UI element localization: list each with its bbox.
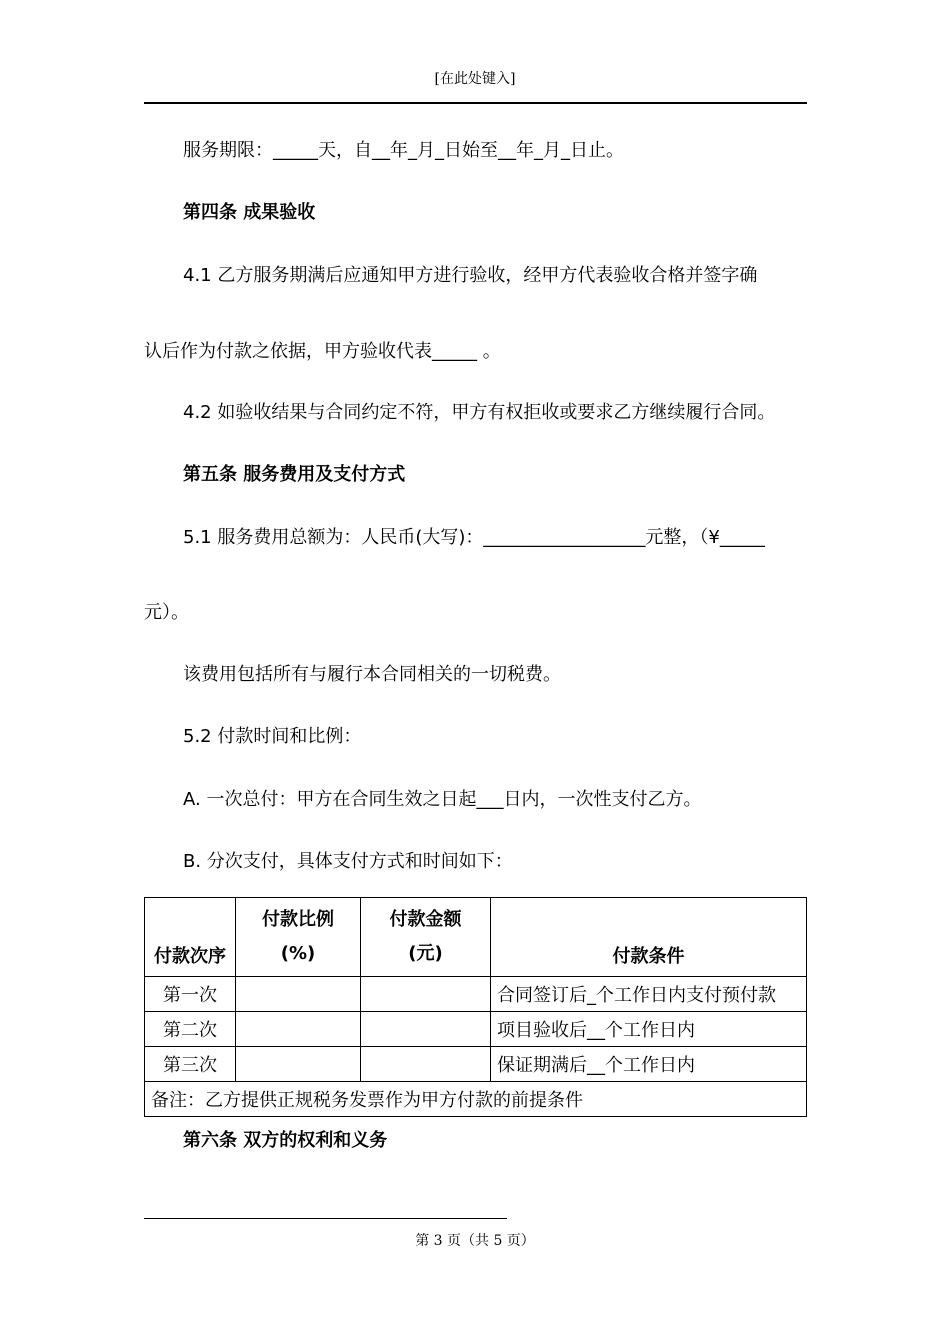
table-row (145, 977, 807, 1012)
article-6-heading: 第六条 双方的权利和义务 (183, 1130, 388, 1151)
clause-4-2: 4.2 如验收结果与合同约定不符，甲方有权拒收或要求乙方继续履行合同。 (183, 402, 776, 423)
header-divider (144, 102, 807, 104)
clause-5-1-line-2: 元）。 (144, 602, 189, 623)
header-ratio-unit: (%) (280, 943, 316, 964)
table-remark-row (145, 1082, 807, 1117)
clause-5-2: 5.2 付款时间和比例： (183, 726, 362, 747)
cell-amount (361, 977, 491, 1012)
cell-condition: 保证期满后__个工作日内 (491, 1047, 807, 1082)
cell-sequence: 第二次 (145, 1012, 236, 1047)
payment-schedule-table (144, 897, 807, 1117)
header-amount-label: 付款金额 (389, 909, 462, 930)
table-header-row (145, 898, 807, 977)
clause-4-1-line-1: 4.1 乙方服务期满后应通知甲方进行验收，经甲方代表验收合格并签字确 (183, 265, 758, 286)
cell-condition: 项目验收后__个工作日内 (491, 1012, 807, 1047)
payment-option-a: A. 一次总付：甲方在合同生效之日起___日内，一次性支付乙方。 (183, 789, 702, 810)
header-amount-unit: (元) (408, 943, 443, 964)
service-term-paragraph: 服务期限：_____天，自__年_月_日始至__年_月_日止。 (183, 140, 624, 161)
tax-note: 该费用包括所有与履行本合同相关的一切税费。 (183, 664, 561, 685)
table-row (145, 1012, 807, 1047)
cell-ratio (236, 977, 361, 1012)
header-ratio (236, 898, 361, 977)
cell-amount (361, 1047, 491, 1082)
cell-amount (361, 1012, 491, 1047)
table-row (145, 1047, 807, 1082)
header-amount (361, 898, 491, 977)
cell-condition: 合同签订后_个工作日内支付预付款 (491, 977, 807, 1012)
clause-4-1-line-2: 认后作为付款之依据，甲方验收代表_____ 。 (144, 341, 501, 362)
page-number: 第 3 页（共 5 页） (415, 1233, 535, 1249)
header-condition: 付款条件 (491, 898, 807, 977)
footer-divider (144, 1218, 507, 1219)
header-sequence: 付款次序 (145, 898, 236, 977)
cell-sequence: 第一次 (145, 977, 236, 1012)
article-4-heading: 第四条 成果验收 (183, 202, 316, 223)
cell-ratio (236, 1012, 361, 1047)
table-remark: 备注：乙方提供正规税务发票作为甲方付款的前提条件 (145, 1082, 807, 1117)
cell-ratio (236, 1047, 361, 1082)
header-ratio-label: 付款比例 (262, 909, 334, 930)
clause-5-1-line-1: 5.1 服务费用总额为：人民币(大写)：__________________元整，（¥_____ (183, 527, 765, 548)
page-header: [在此处键入] (434, 71, 516, 87)
article-5-heading: 第五条 服务费用及支付方式 (183, 464, 406, 485)
cell-sequence: 第三次 (145, 1047, 236, 1082)
payment-option-b: B. 分次支付，具体支付方式和时间如下： (183, 851, 513, 872)
